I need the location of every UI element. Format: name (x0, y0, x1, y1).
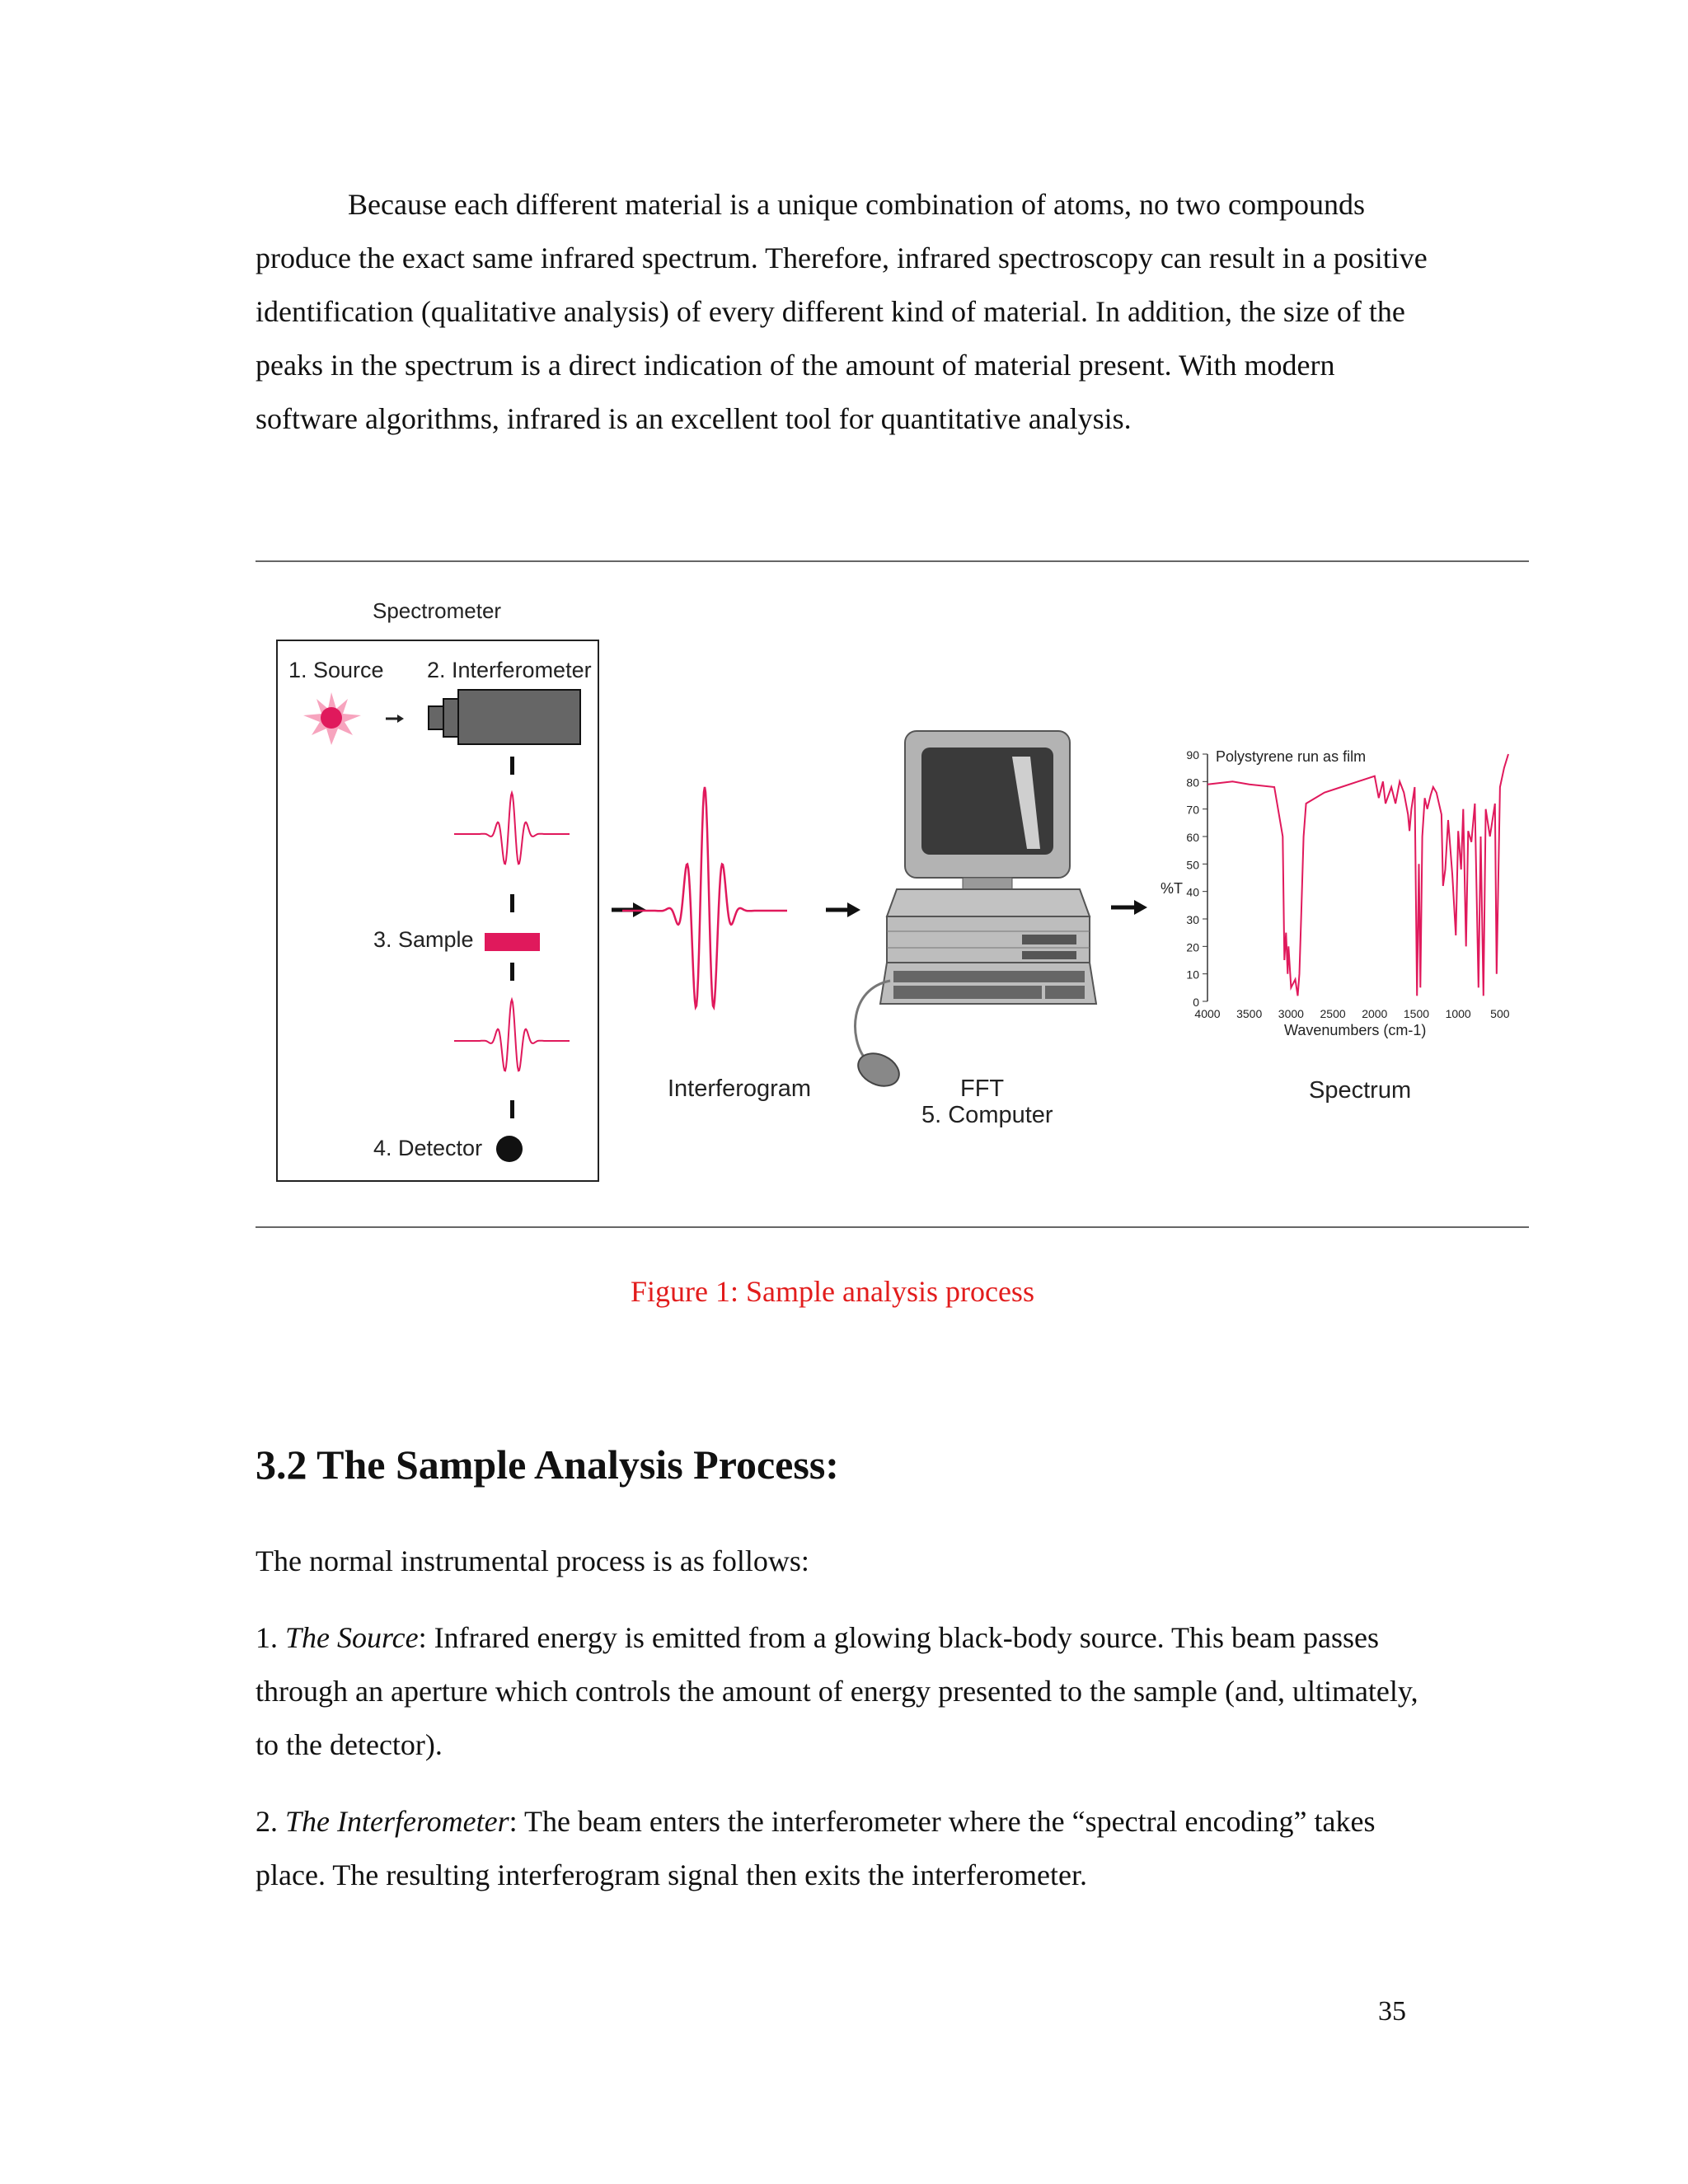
spectrum-x-tick-label: 2500 (1320, 1007, 1346, 1020)
spectrum-y-tick-label: 90 (1186, 748, 1199, 762)
spectrum-ylabel: %T (1160, 880, 1183, 897)
beam-dash (510, 1100, 514, 1118)
spectrum-x-tick-label: 1500 (1403, 1007, 1430, 1020)
step-text: : Infrared energy is emitted from a glowing black-body source. This beam passes through an aperture which controls the amount of energy presented to the sample (and, ultimately, to the detector). (256, 1621, 1418, 1761)
interferometer-icon (429, 690, 580, 744)
spectrum-x-tick-label: 4000 (1194, 1007, 1221, 1020)
intro-paragraph-text: Because each different material is a unique combination of atoms, no two compounds produce the exact same infrared spectrum. Therefore, infrared spectroscopy can result in a positive identification (qualitative analysis) of every different kind of material. In addition, the size of the peaks in the spectrum is a direct indication of the amount of material present. With modern software algorithms, infrared is an excellent tool for quantitative analysis. (256, 188, 1428, 435)
figure-sample-analysis (256, 577, 1529, 1228)
spectrum-y-tick-label: 20 (1186, 940, 1199, 954)
detector-icon (496, 1136, 523, 1162)
figure-bottom-rule (256, 1226, 1529, 1228)
process-intro: The normal instrumental process is as follows: (256, 1544, 809, 1577)
step-number: 1. (256, 1621, 278, 1654)
step-text: : The beam enters the interferometer where the “spectral encoding” takes place. The resulting interferogram signal then exits the interferometer. (256, 1805, 1376, 1891)
computer-icon (853, 731, 1096, 1092)
spectrum-y-tick-label: 10 (1186, 968, 1199, 982)
page-number: 35 (1378, 1996, 1406, 2027)
intro-paragraph (256, 178, 1442, 446)
spectrometer-label: Spectrometer (373, 598, 502, 623)
computer-label: 5. Computer (921, 1102, 1053, 1128)
small-waveform-icon (454, 1000, 570, 1071)
beam-dash (510, 894, 514, 912)
spectrum-chart (1160, 748, 1510, 1038)
spectrum-series-line (1207, 754, 1508, 996)
step-source (256, 1611, 1442, 1772)
sample-bar (485, 933, 540, 951)
sample-label: 3. Sample (373, 927, 474, 952)
fft-label: FFT (960, 1076, 1005, 1102)
spectrum-y-tick-label: 60 (1186, 831, 1199, 844)
spectrum-y-tick-label: 0 (1193, 996, 1199, 1009)
source-label: 1. Source (288, 658, 384, 682)
step-interferometer (256, 1795, 1442, 1902)
step-number: 2. (256, 1805, 278, 1838)
beam-dash (510, 757, 514, 775)
source-icon (303, 692, 361, 745)
spectrum-y-tick-label: 40 (1186, 885, 1199, 899)
small-waveform-icon (454, 793, 570, 864)
step-term: The Source (285, 1621, 419, 1654)
source-arrow-icon (386, 715, 404, 723)
step-term: The Interferometer (285, 1805, 509, 1838)
spectrum-y-tick-label: 50 (1186, 858, 1199, 872)
spectrum-y-tick-label: 30 (1186, 913, 1199, 926)
spectrum-y-tick-label: 70 (1186, 803, 1199, 817)
spectrum-label: Spectrum (1309, 1077, 1412, 1104)
spectrum-y-tick-label: 80 (1186, 776, 1199, 790)
spectrum-x-tick-label: 1000 (1445, 1007, 1471, 1020)
arrow-icon (1111, 900, 1147, 915)
spectrum-x-tick-label: 3000 (1278, 1007, 1304, 1020)
interferogram-waveform-icon (622, 787, 787, 1007)
section-heading: 3.2 The Sample Analysis Process: (256, 1441, 839, 1488)
spectrum-x-tick-label: 500 (1490, 1007, 1510, 1020)
spectrum-xlabel: Wavenumbers (cm-1) (1284, 1022, 1427, 1038)
spectrum-title: Polystyrene run as film (1216, 748, 1367, 765)
arrow-icon (826, 902, 860, 917)
figure-top-rule (256, 560, 1529, 562)
spectrum-x-tick-label: 2000 (1362, 1007, 1388, 1020)
figure-diagram (256, 577, 1529, 1228)
beam-dash (510, 963, 514, 981)
interferometer-label: 2. Interferometer (427, 658, 592, 682)
detector-label: 4. Detector (373, 1136, 483, 1160)
spectrum-x-tick-label: 3500 (1236, 1007, 1263, 1020)
interferogram-label: Interferogram (668, 1076, 812, 1102)
figure-caption: Figure 1: Sample analysis process (631, 1275, 1034, 1308)
